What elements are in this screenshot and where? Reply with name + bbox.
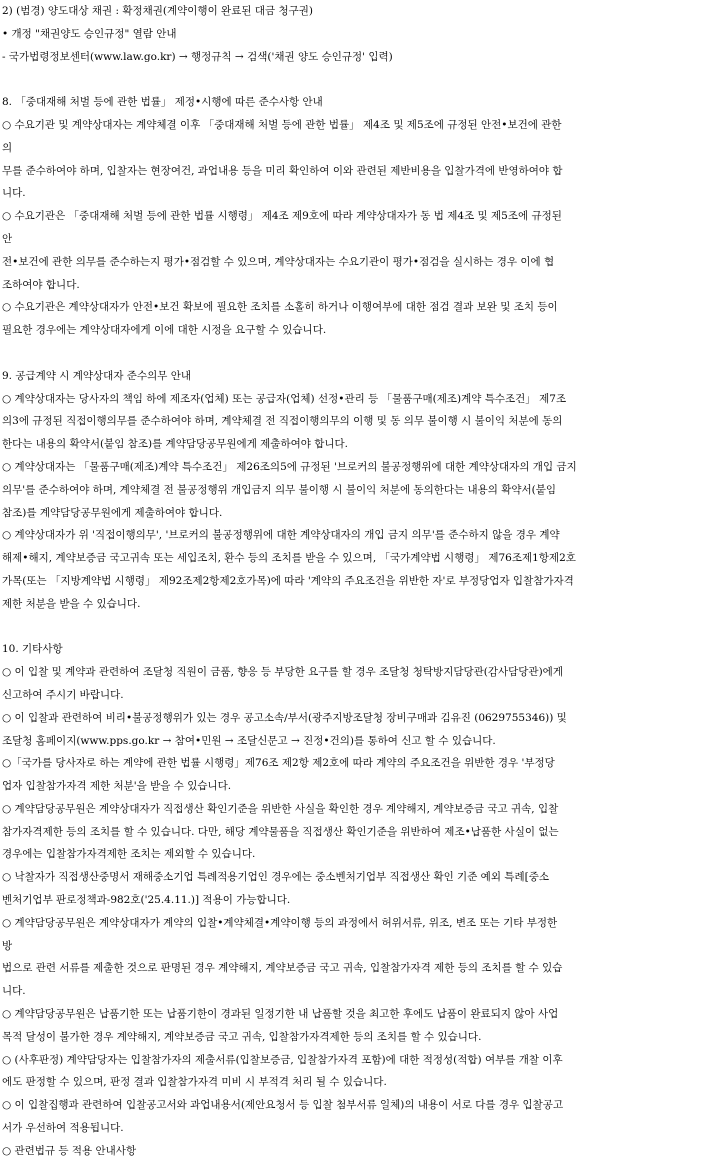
text-line: 조달청 홈페이지(www.pps.go.kr → 참여•민원 → 조달신문고 → 진정•건의)를 통하여 신고 할 수 있습니다. (2, 734, 496, 747)
text-line: 의3에 규정된 직접이행의무를 준수하여야 하며, 계약체결 전 직접이행의무의 이행 및 동 의무 불이행 시 불이익 처분에 동의 (2, 415, 563, 428)
text-line: 업자 입찰참가자격 제한 처분'을 받을 수 있습니다. (2, 780, 232, 793)
section-10-paragraph-8 (2, 1049, 718, 1095)
section-8-paragraph-3 (2, 296, 718, 342)
text-line: ○ 계약상대자가 위 '직접이행의무', '브로커의 불공정행위에 대한 계약상대자의 개입 금지 의무'를 준수하지 않을 경우 계약 (2, 529, 560, 542)
section-9-title: 9. 공급계약 시 계약상대자 준수의무 안내 (2, 369, 191, 382)
section-10-paragraph-5 (2, 866, 718, 912)
assignment-target-line: 2) (범경) 양도대상 채권 : 확정채권(계약이행이 완료된 대금 청구권) (2, 5, 313, 17)
text-line: 서가 우선하여 적용됩니다. (2, 1122, 124, 1135)
text-line: ○ 이 입찰집행과 관련하여 입찰공고서와 과업내용서(제안요청서 등 입찰 첨부서류 일체)의 내용이 서로 다를 경우 입찰공고 (2, 1099, 564, 1112)
text-line: ○ 관련법규 등 적용 안내사항 (2, 1144, 137, 1157)
spacer (2, 68, 718, 91)
text-line: ○ 이 입찰과 관련하여 비리•불공정행위가 있는 경우 공고소속/부서(광주지방조달청 장비구매과 김유진 (0629755346)) 및 (2, 711, 567, 724)
text-line: ○ 계약담당공무원은 납품기한 또는 납품기한이 경과된 일정기한 내 납품할 것을 최고한 후에도 납품이 완료되지 않아 사업 (2, 1008, 559, 1021)
section-10-title: 10. 기타사항 (2, 643, 63, 656)
text-line: 방 (2, 939, 13, 952)
section-10-paragraph-2 (2, 707, 718, 753)
section-9-paragraph-3 (2, 524, 718, 615)
section-10-paragraph-4 (2, 798, 718, 866)
text-line: ○ 이 입찰 및 계약과 관련하여 조달청 직원이 금품, 향응 등 부당한 요구를 할 경우 조달청 청탁방지담당관(감사담당관)에게 (2, 666, 563, 679)
section-10-paragraph-3 (2, 752, 718, 798)
text-line: ○ 계약담당공무원은 계약상대자가 계약의 입찰•계약체결•계약이행 등의 과정에서 허위서류, 위조, 변조 또는 기타 부정한 (2, 916, 558, 929)
section-9-paragraph-1 (2, 388, 718, 456)
text-line: 해제•해지, 계약보증금 국고귀속 또는 세입조치, 환수 등의 조치를 받을 수 있으며, 「국가계약법 시행령」 제76조제1항제2호 (2, 552, 576, 565)
text-line: ○ 수요기관은 계약상대자가 안전•보건 확보에 필요한 조치를 소홀히 하거나 이행여부에 대한 점검 결과 보완 및 조치 등이 (2, 301, 558, 314)
text-line: 법으로 관련 서류를 제출한 것으로 판명된 경우 계약해지, 계약보증금 국고 귀속, 입찰참가자격 제한 등의 조치를 할 수 있습 (2, 962, 563, 975)
section-8-paragraph-2 (2, 205, 718, 296)
text-line: 조하여야 합니다. (2, 278, 80, 291)
text-line: 니다. (2, 985, 26, 998)
section-10-paragraph-7 (2, 1003, 718, 1049)
law-center-line: - 국가법령정보센터(www.law.go.kr) → 행정규칙 → 검색('채권 양도 승인규정' 입력) (2, 50, 393, 63)
text-line: 의 (2, 141, 13, 154)
spacer (2, 616, 718, 639)
text-line: 전•보건에 관한 의무를 준수하는지 평가•점검할 수 있으며, 계약상대자는 수요기관이 평가•점검을 실시하는 경우 이에 협 (2, 255, 555, 268)
text-line: 에도 판정할 수 있으며, 판정 결과 입찰참가자격 미비 시 부적격 처리 될 수 있습니다. (2, 1076, 387, 1089)
section-10-paragraph-1 (2, 661, 718, 707)
text-line: 경우에는 입찰참가자격제한 조치는 제외할 수 있습니다. (2, 848, 256, 861)
text-line: ○ 계약담당공무원은 계약상대자가 직접생산 확인기준을 위반한 사실을 확인한 경우 계약해지, 계약보증금 국고 귀속, 입찰 (2, 802, 559, 815)
text-line: 한다는 내용의 확약서(붙임 참조)를 계약담당공무원에게 제출하여야 합니다. (2, 438, 348, 451)
regulation-view-line: • 개정 "채권양도 승인규정" 열람 안내 (2, 27, 177, 40)
text-line: ○ 낙찰자가 직접생산중명서 재해중소기업 특례적용기업인 경우에는 중소벤처기업부 직접생산 확인 기준 예외 특례[중소 (2, 871, 549, 884)
text-line: ○ 계약상대자는 당사자의 책임 하에 제조자(업체) 또는 공급자(업체) 선정•관리 등 「물품구매(제조)계약 특수조건」 제7조 (2, 392, 567, 405)
text-line: 니다. (2, 187, 26, 200)
text-line: ○ 계약상대자는 「물품구매(제조)계약 특수조건」 제26조의5에 규정된 '브로커의 불공정행위에 대한 계약상대자의 개입 금지 (2, 460, 577, 473)
text-line: 무를 준수하여야 하며, 입찰자는 현장여건, 과업내용 등을 미리 확인하여 이와 관련된 제반비용을 입찰가격에 반영하여야 합 (2, 164, 563, 177)
text-line: 목적 달성이 불가한 경우 계약해지, 계약보증금 국고 귀속, 입찰참가자격제한 등의 조치를 할 수 있습니다. (2, 1030, 482, 1043)
section-9-paragraph-2 (2, 456, 718, 524)
section-8-paragraph-1 (2, 114, 718, 205)
text-line: 가목(또는 「지방계약법 시행령」 제92조제2항제2호가목)에 따라 '계약의 주요조건을 위반한 자'로 부정당업자 입찰참가자격 (2, 574, 574, 587)
text-line: 참가자격제한 등의 조치를 할 수 있습니다. 다만, 해당 계약물품을 직접생산 확인기준을 위반하여 제조•납품한 사실이 없는 (2, 825, 559, 838)
text-line: 의무'를 준수하여야 하며, 계약체결 전 불공정행위 개입금지 의무 불이행 시 불이익 처분에 동의한다는 내용의 확약서(붙임 (2, 483, 557, 496)
spacer (2, 342, 718, 365)
text-line: 벤처기업부 판로정책과-982호('25.4.11.)] 적용이 가능합니다. (2, 894, 291, 907)
text-line: 참조)를 계약담당공무원에게 제출하여야 합니다. (2, 506, 223, 519)
text-line: 안 (2, 232, 13, 245)
section-10-paragraph-9 (2, 1094, 718, 1140)
section-10-paragraph-10 (2, 1140, 718, 1163)
text-line: ○ (사후판정) 계약담당자는 입찰참가자의 제출서류(입찰보증금, 입찰참가자격 포함)에 대한 적정성(적합) 여부를 개찰 이후 (2, 1053, 563, 1066)
section-10-paragraph-6 (2, 912, 718, 1003)
text-line: 신고하여 주시기 바랍니다. (2, 688, 124, 701)
text-line: ○ 수요기관 및 계약상대자는 계약체결 이후 「중대재해 처벌 등에 관한 법률」 제4조 및 제5조에 규정된 안전•보건에 관한 (2, 118, 562, 131)
section-8-title: 8. 「중대재해 처벌 등에 관한 법률」 제정•시행에 따른 준수사항 안내 (2, 96, 323, 109)
text-line: 제한 처분을 받을 수 있습니다. (2, 597, 141, 610)
text-line: ○「국가를 당사자로 하는 계약에 관한 법률 시행령」제76조 제2항 제2호에 따라 계약의 주요조건을 위반한 경우 '부정당 (2, 757, 555, 770)
text-line: ○ 수요기관은 「중대재해 처벌 등에 관한 법률 시행령」 제4조 제9호에 따라 계약상대자가 동 법 제4조 및 제5조에 규정된 (2, 210, 562, 223)
text-line: 필요한 경우에는 계약상대자에게 이에 대한 시정을 요구할 수 있습니다. (2, 324, 327, 337)
